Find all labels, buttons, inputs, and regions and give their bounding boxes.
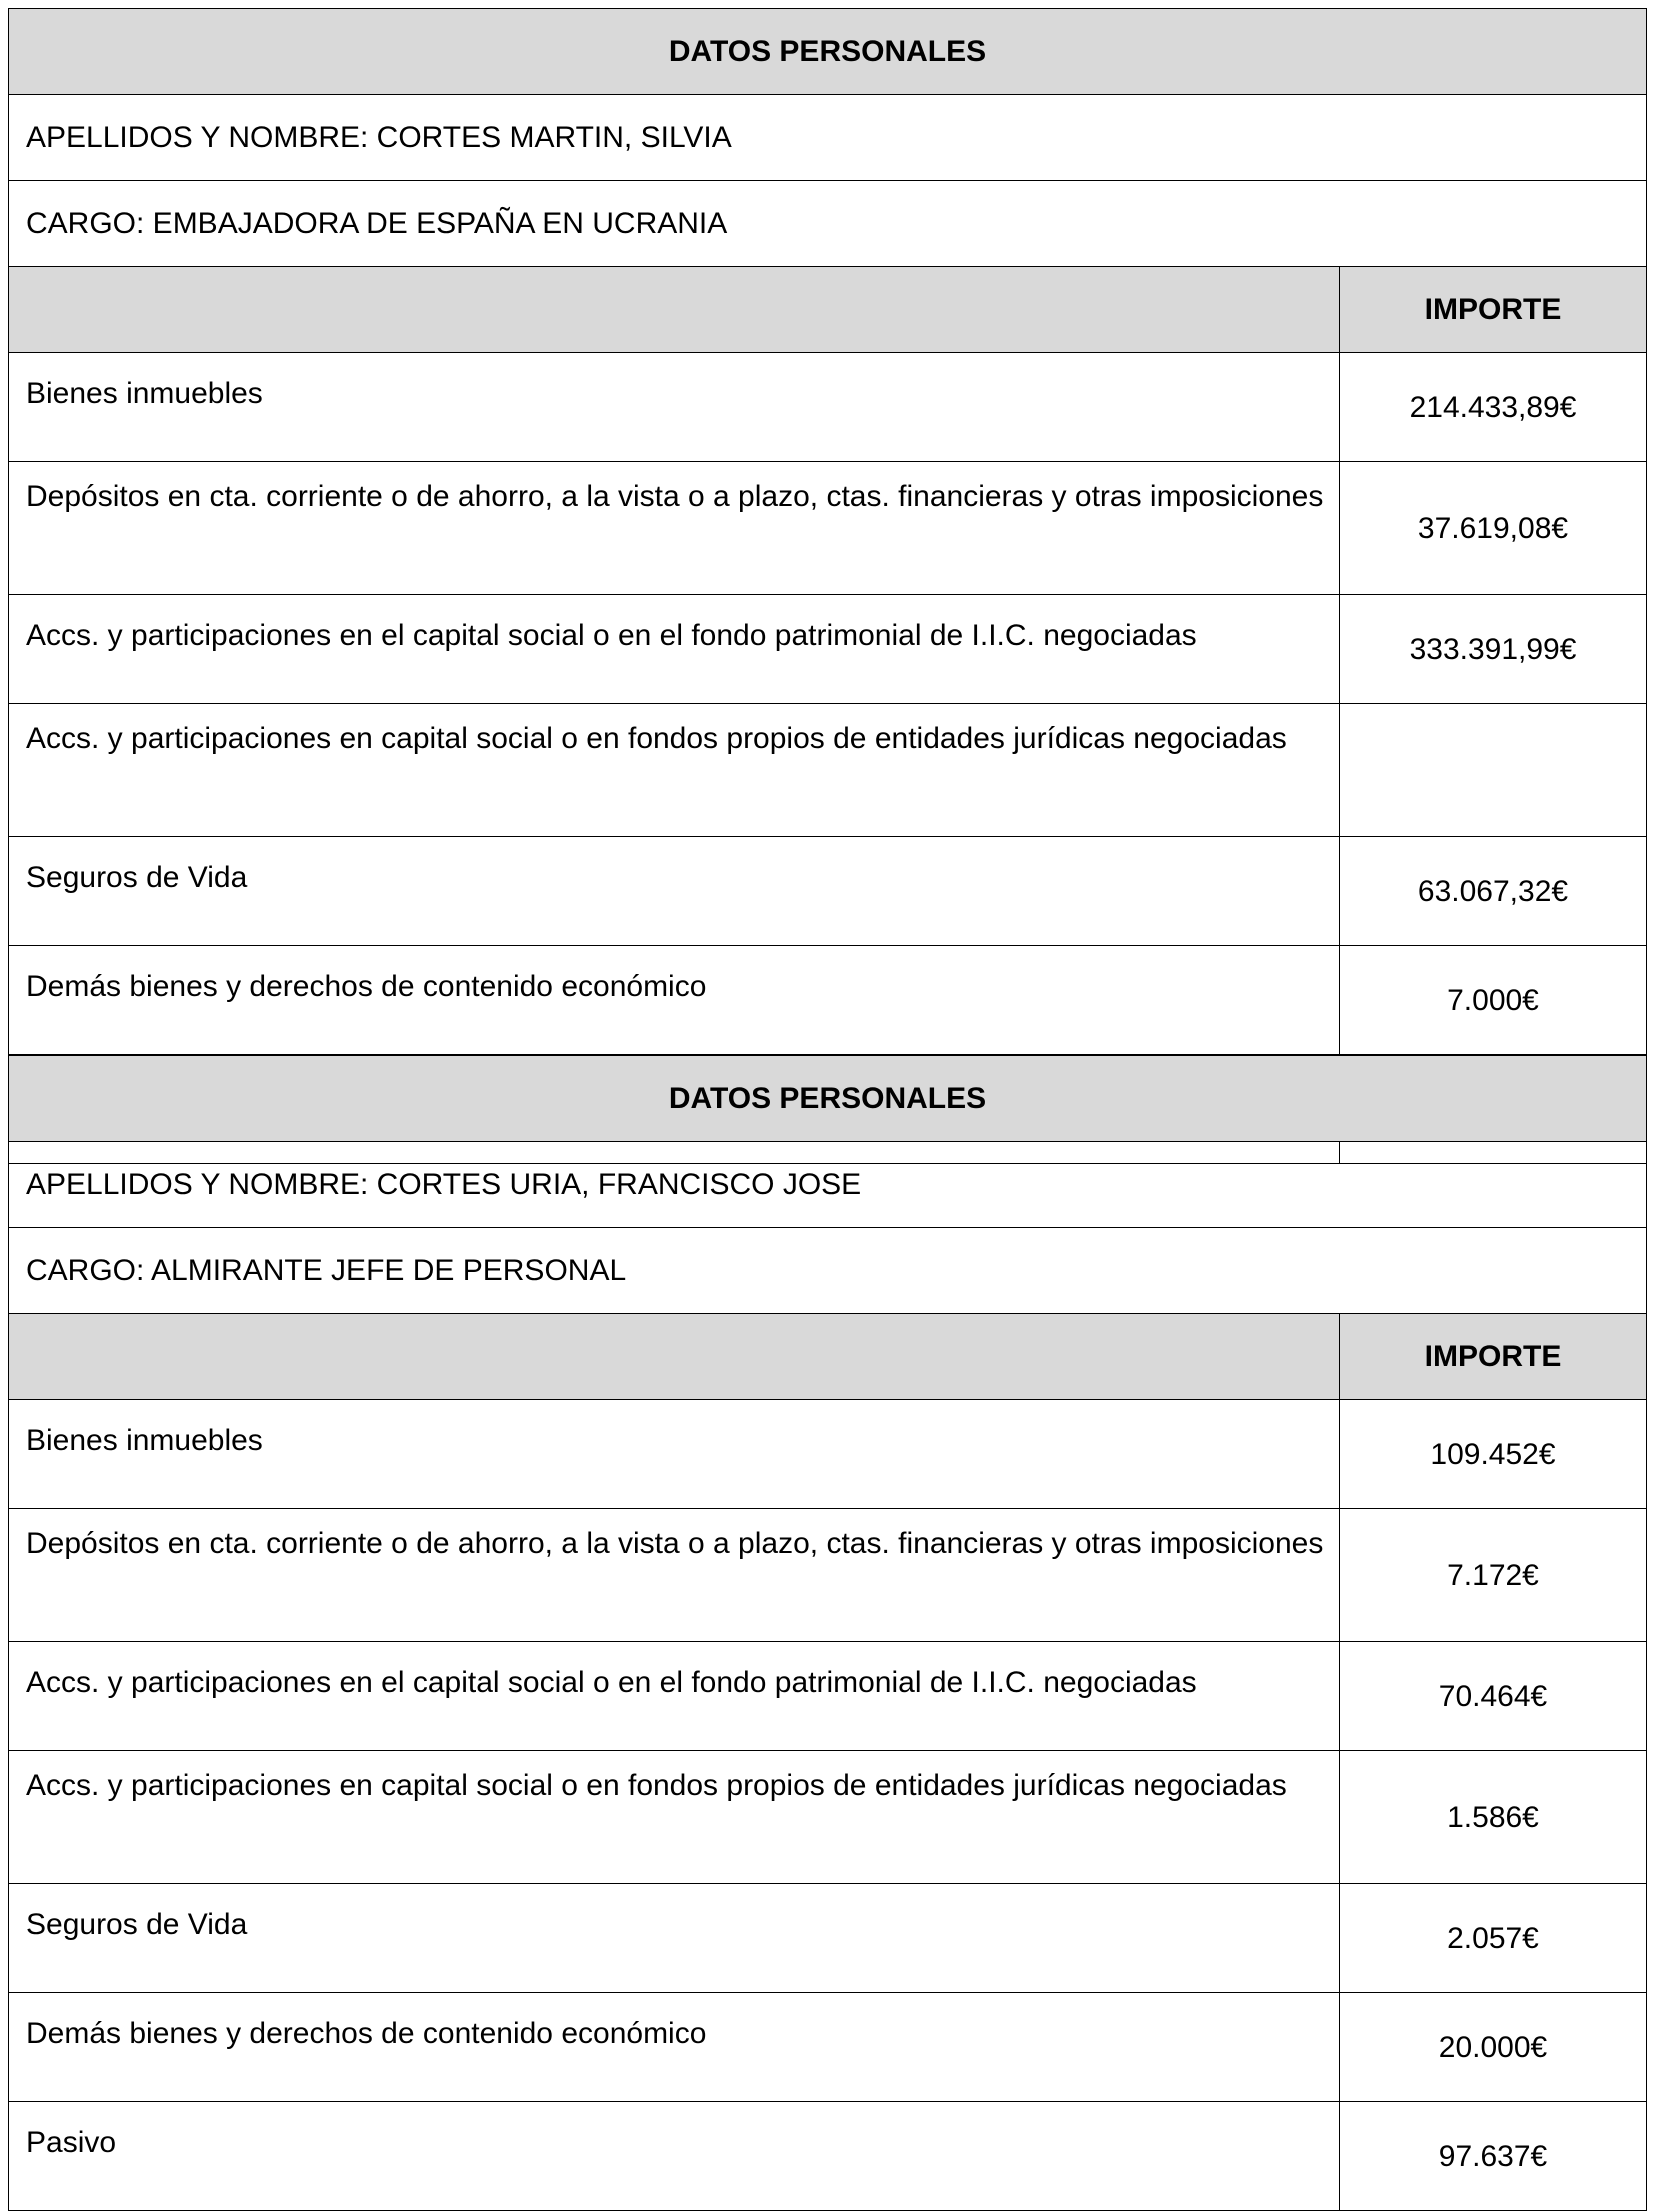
empty-header-cell — [9, 1314, 1340, 1400]
asset-label: Depósitos en cta. corriente o de ahorro, a la vista o a plazo, ctas. financieras y otras imposiciones — [9, 462, 1340, 595]
asset-amount: 2.057€ — [1340, 1884, 1647, 1993]
table-row — [9, 2102, 1647, 2211]
section-header-row — [9, 1056, 1647, 1142]
table-row — [9, 1509, 1647, 1642]
asset-label: Depósitos en cta. corriente o de ahorro, a la vista o a plazo, ctas. financieras y otras imposiciones — [9, 1509, 1340, 1642]
section-title: DATOS PERSONALES — [9, 1056, 1647, 1142]
section-header-row — [9, 9, 1647, 95]
table-row — [9, 353, 1647, 462]
cargo-line: CARGO: ALMIRANTE JEFE DE PERSONAL — [9, 1228, 1647, 1314]
name-row — [9, 95, 1647, 181]
table-row — [9, 946, 1647, 1055]
table-row — [9, 1642, 1647, 1751]
asset-amount: 63.067,32€ — [1340, 837, 1647, 946]
column-header-row — [9, 1314, 1647, 1400]
table-row — [9, 595, 1647, 704]
name-line: APELLIDOS Y NOMBRE: CORTES URIA, FRANCISCO JOSE — [9, 1142, 1647, 1228]
table-row — [9, 1993, 1647, 2102]
asset-label: Demás bienes y derechos de contenido económico — [9, 946, 1340, 1055]
declaration-table — [8, 8, 1647, 1164]
table-row — [9, 1884, 1647, 1993]
asset-amount: 70.464€ — [1340, 1642, 1647, 1751]
cargo-row — [9, 1228, 1647, 1314]
table-row — [9, 704, 1647, 837]
cargo-row — [9, 181, 1647, 267]
asset-declaration-table-2 — [8, 1055, 1646, 2211]
asset-label: Accs. y participaciones en el capital social o en el fondo patrimonial de I.I.C. negociadas — [9, 1642, 1340, 1751]
table-row — [9, 1400, 1647, 1509]
asset-amount: 37.619,08€ — [1340, 462, 1647, 595]
empty-header-cell — [9, 267, 1340, 353]
cargo-line: CARGO: EMBAJADORA DE ESPAÑA EN UCRANIA — [9, 181, 1647, 267]
asset-label: Seguros de Vida — [9, 837, 1340, 946]
asset-label: Demás bienes y derechos de contenido económico — [9, 1993, 1340, 2102]
column-header-row — [9, 267, 1647, 353]
asset-label: Pasivo — [9, 2102, 1340, 2211]
asset-amount: 109.452€ — [1340, 1400, 1647, 1509]
asset-declaration-table-1 — [8, 8, 1646, 1164]
asset-amount — [1340, 704, 1647, 837]
section-title: DATOS PERSONALES — [9, 9, 1647, 95]
asset-label: Seguros de Vida — [9, 1884, 1340, 1993]
asset-amount: 214.433,89€ — [1340, 353, 1647, 462]
asset-amount: 1.586€ — [1340, 1751, 1647, 1884]
asset-amount: 97.637€ — [1340, 2102, 1647, 2211]
table-row — [9, 1751, 1647, 1884]
name-row — [9, 1142, 1647, 1228]
asset-label: Bienes inmuebles — [9, 1400, 1340, 1509]
asset-label: Bienes inmuebles — [9, 353, 1340, 462]
asset-amount: 7.000€ — [1340, 946, 1647, 1055]
asset-label: Accs. y participaciones en el capital social o en el fondo patrimonial de I.I.C. negociadas — [9, 595, 1340, 704]
amount-column-header: IMPORTE — [1340, 1314, 1647, 1400]
asset-label: Accs. y participaciones en capital social o en fondos propios de entidades jurídicas negociadas — [9, 1751, 1340, 1884]
asset-amount: 333.391,99€ — [1340, 595, 1647, 704]
asset-label: Accs. y participaciones en capital social o en fondos propios de entidades jurídicas negociadas — [9, 704, 1340, 837]
amount-column-header: IMPORTE — [1340, 267, 1647, 353]
asset-amount: 7.172€ — [1340, 1509, 1647, 1642]
asset-amount: 20.000€ — [1340, 1993, 1647, 2102]
name-line: APELLIDOS Y NOMBRE: CORTES MARTIN, SILVIA — [9, 95, 1647, 181]
declaration-table — [8, 1055, 1647, 2211]
table-row — [9, 837, 1647, 946]
table-row — [9, 462, 1647, 595]
